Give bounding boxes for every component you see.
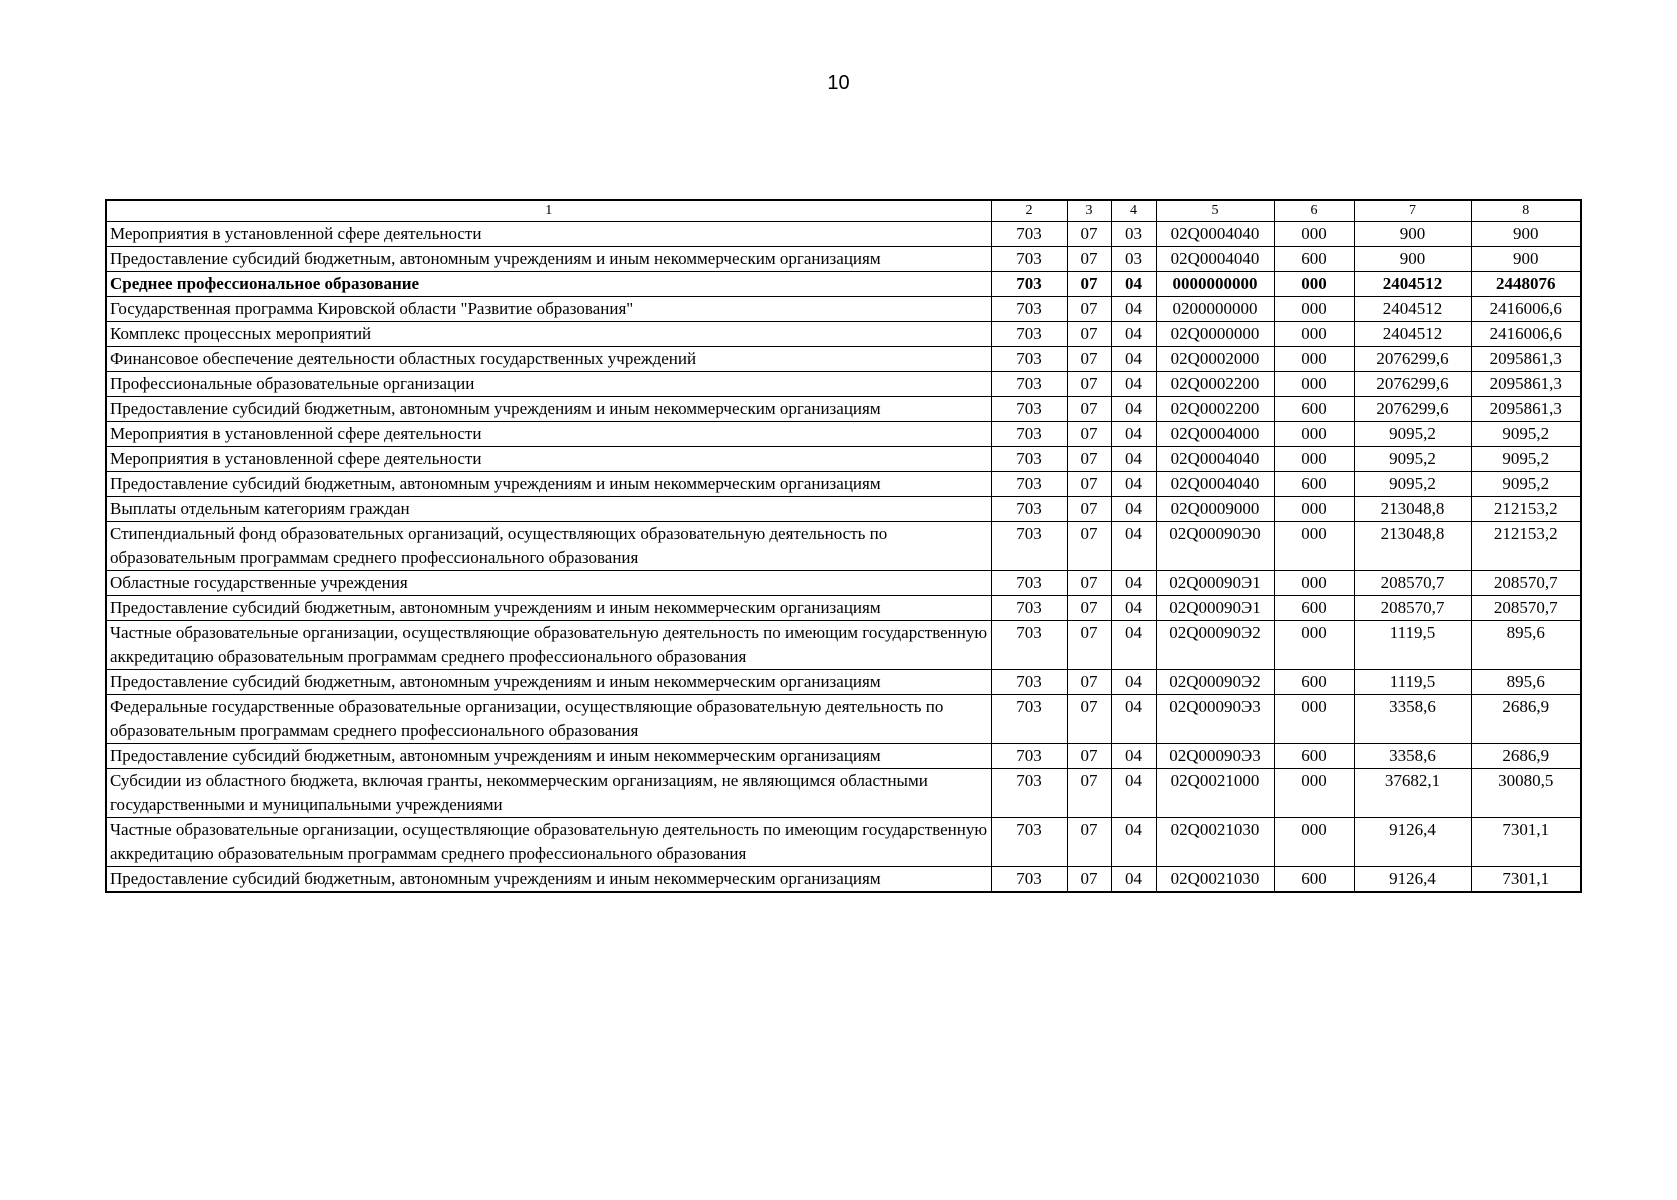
cell-col-5: 02Q0004040 [1156,247,1274,272]
cell-col-7: 9095,2 [1354,447,1471,472]
cell-row-name: Частные образовательные организации, осуществляющие образовательную деятельность по имеющим государственную аккредитацию образовательным программам среднего профессионального образования [106,818,991,867]
cell-col-5: 02Q00090Э2 [1156,621,1274,670]
cell-col-2: 703 [991,297,1067,322]
cell-row-name: Предоставление субсидий бюджетным, автономным учреждениям и иным некоммерческим организациям [106,247,991,272]
cell-col-8: 208570,7 [1471,596,1581,621]
table-row [106,397,1581,422]
cell-col-5: 02Q00090Э3 [1156,695,1274,744]
table-row [106,571,1581,596]
table-row [106,818,1581,867]
cell-col-5: 02Q0004040 [1156,472,1274,497]
cell-col-6: 000 [1274,347,1354,372]
header-cell: 3 [1067,200,1111,222]
cell-col-3: 07 [1067,272,1111,297]
cell-col-8: 7301,1 [1471,867,1581,893]
cell-col-2: 703 [991,422,1067,447]
cell-col-5: 02Q0002200 [1156,397,1274,422]
cell-col-7: 208570,7 [1354,571,1471,596]
cell-col-5: 02Q0000000 [1156,322,1274,347]
cell-col-5: 02Q00090Э0 [1156,522,1274,571]
cell-row-name: Субсидии из областного бюджета, включая гранты, некоммерческим организациям, не являющимся областными государственными и муниципальными учреждениями [106,769,991,818]
cell-col-3: 07 [1067,596,1111,621]
cell-col-3: 07 [1067,472,1111,497]
cell-row-name: Среднее профессиональное образование [106,272,991,297]
cell-row-name: Федеральные государственные образовательные организации, осуществляющие образовательную деятельность по образовательным программам среднего профессионального образования [106,695,991,744]
table-row [106,322,1581,347]
cell-col-5: 02Q0004000 [1156,422,1274,447]
cell-col-7: 9095,2 [1354,422,1471,447]
cell-col-6: 000 [1274,322,1354,347]
cell-col-7: 900 [1354,247,1471,272]
cell-col-3: 07 [1067,322,1111,347]
cell-col-4: 04 [1111,347,1156,372]
header-cell: 6 [1274,200,1354,222]
cell-row-name: Профессиональные образовательные организации [106,372,991,397]
cell-col-8: 2416006,6 [1471,322,1581,347]
cell-col-2: 703 [991,695,1067,744]
table-row [106,372,1581,397]
cell-row-name: Комплекс процессных мероприятий [106,322,991,347]
cell-col-4: 04 [1111,670,1156,695]
cell-col-3: 07 [1067,397,1111,422]
table-row [106,347,1581,372]
budget-table [105,199,1582,893]
cell-col-8: 9095,2 [1471,422,1581,447]
cell-col-3: 07 [1067,867,1111,893]
cell-col-8: 9095,2 [1471,472,1581,497]
table-row [106,447,1581,472]
cell-col-6: 600 [1274,472,1354,497]
cell-col-3: 07 [1067,522,1111,571]
cell-col-6: 000 [1274,297,1354,322]
cell-col-3: 07 [1067,571,1111,596]
table-row [106,522,1581,571]
cell-col-4: 04 [1111,818,1156,867]
table-row [106,769,1581,818]
cell-col-8: 2416006,6 [1471,297,1581,322]
cell-col-6: 600 [1274,744,1354,769]
cell-col-8: 2686,9 [1471,695,1581,744]
cell-col-4: 04 [1111,422,1156,447]
cell-col-4: 04 [1111,447,1156,472]
cell-col-2: 703 [991,744,1067,769]
cell-col-7: 37682,1 [1354,769,1471,818]
header-cell: 7 [1354,200,1471,222]
cell-col-5: 0200000000 [1156,297,1274,322]
cell-col-4: 04 [1111,322,1156,347]
header-cell: 2 [991,200,1067,222]
cell-col-7: 1119,5 [1354,670,1471,695]
cell-col-8: 208570,7 [1471,571,1581,596]
cell-col-5: 02Q00090Э1 [1156,571,1274,596]
cell-row-name: Предоставление субсидий бюджетным, автономным учреждениям и иным некоммерческим организациям [106,744,991,769]
table-row [106,867,1581,893]
cell-col-6: 000 [1274,818,1354,867]
cell-col-4: 04 [1111,695,1156,744]
cell-col-4: 04 [1111,571,1156,596]
cell-col-2: 703 [991,222,1067,247]
cell-col-4: 04 [1111,596,1156,621]
cell-col-3: 07 [1067,497,1111,522]
cell-col-7: 208570,7 [1354,596,1471,621]
cell-col-3: 07 [1067,297,1111,322]
cell-col-4: 04 [1111,621,1156,670]
cell-col-8: 7301,1 [1471,818,1581,867]
cell-col-3: 07 [1067,818,1111,867]
table-row [106,744,1581,769]
cell-col-6: 600 [1274,397,1354,422]
cell-col-7: 2076299,6 [1354,372,1471,397]
cell-col-5: 0000000000 [1156,272,1274,297]
table-row [106,422,1581,447]
cell-col-6: 000 [1274,695,1354,744]
table-row [106,497,1581,522]
header-cell: 4 [1111,200,1156,222]
table-row [106,272,1581,297]
cell-col-3: 07 [1067,670,1111,695]
cell-col-2: 703 [991,621,1067,670]
cell-col-6: 000 [1274,372,1354,397]
cell-col-5: 02Q0002000 [1156,347,1274,372]
cell-row-name: Выплаты отдельным категориям граждан [106,497,991,522]
cell-col-6: 000 [1274,571,1354,596]
cell-col-6: 000 [1274,222,1354,247]
cell-col-7: 1119,5 [1354,621,1471,670]
table-row [106,222,1581,247]
cell-col-2: 703 [991,522,1067,571]
cell-col-7: 2404512 [1354,322,1471,347]
cell-col-6: 600 [1274,670,1354,695]
table-row [106,621,1581,670]
cell-col-2: 703 [991,670,1067,695]
cell-col-6: 600 [1274,247,1354,272]
cell-col-5: 02Q00090Э3 [1156,744,1274,769]
cell-col-3: 07 [1067,247,1111,272]
cell-col-5: 02Q0021030 [1156,818,1274,867]
header-cell: 8 [1471,200,1581,222]
cell-col-8: 30080,5 [1471,769,1581,818]
cell-col-2: 703 [991,472,1067,497]
cell-col-2: 703 [991,372,1067,397]
cell-col-2: 703 [991,247,1067,272]
table-row [106,472,1581,497]
cell-col-8: 9095,2 [1471,447,1581,472]
cell-col-8: 2448076 [1471,272,1581,297]
header-cell: 5 [1156,200,1274,222]
cell-col-2: 703 [991,571,1067,596]
cell-col-4: 03 [1111,247,1156,272]
cell-col-4: 03 [1111,222,1156,247]
cell-col-8: 2686,9 [1471,744,1581,769]
cell-col-2: 703 [991,272,1067,297]
cell-col-3: 07 [1067,347,1111,372]
cell-col-4: 04 [1111,272,1156,297]
cell-col-7: 3358,6 [1354,744,1471,769]
cell-col-6: 600 [1274,596,1354,621]
cell-row-name: Предоставление субсидий бюджетным, автономным учреждениям и иным некоммерческим организациям [106,472,991,497]
cell-row-name: Предоставление субсидий бюджетным, автономным учреждениям и иным некоммерческим организациям [106,670,991,695]
cell-col-5: 02Q00090Э1 [1156,596,1274,621]
page-number: 10 [827,72,850,94]
cell-row-name: Частные образовательные организации, осуществляющие образовательную деятельность по имеющим государственную аккредитацию образовательным программам среднего профессионального образования [106,621,991,670]
cell-col-3: 07 [1067,621,1111,670]
cell-col-7: 9126,4 [1354,818,1471,867]
cell-col-4: 04 [1111,867,1156,893]
cell-col-8: 2095861,3 [1471,372,1581,397]
cell-col-4: 04 [1111,744,1156,769]
cell-col-4: 04 [1111,522,1156,571]
cell-col-8: 895,6 [1471,621,1581,670]
cell-col-2: 703 [991,397,1067,422]
cell-row-name: Финансовое обеспечение деятельности областных государственных учреждений [106,347,991,372]
cell-col-5: 02Q00090Э2 [1156,670,1274,695]
cell-col-6: 000 [1274,447,1354,472]
cell-col-2: 703 [991,497,1067,522]
cell-col-4: 04 [1111,297,1156,322]
cell-row-name: Мероприятия в установленной сфере деятельности [106,422,991,447]
cell-col-3: 07 [1067,222,1111,247]
cell-col-7: 900 [1354,222,1471,247]
cell-col-5: 02Q0004040 [1156,447,1274,472]
cell-col-8: 2095861,3 [1471,347,1581,372]
table-row [106,695,1581,744]
cell-row-name: Областные государственные учреждения [106,571,991,596]
table-row [106,247,1581,272]
cell-col-4: 04 [1111,769,1156,818]
cell-col-7: 3358,6 [1354,695,1471,744]
cell-col-7: 9126,4 [1354,867,1471,893]
cell-col-6: 000 [1274,621,1354,670]
cell-col-3: 07 [1067,447,1111,472]
cell-row-name: Мероприятия в установленной сфере деятельности [106,447,991,472]
cell-col-2: 703 [991,596,1067,621]
cell-col-6: 000 [1274,422,1354,447]
cell-col-3: 07 [1067,769,1111,818]
table-body [106,200,1581,892]
cell-col-8: 212153,2 [1471,497,1581,522]
cell-col-3: 07 [1067,372,1111,397]
cell-row-name: Стипендиальный фонд образовательных организаций, осуществляющих образовательную деятельность по образовательным программам среднего профессионального образования [106,522,991,571]
cell-col-4: 04 [1111,397,1156,422]
cell-col-7: 2404512 [1354,272,1471,297]
cell-col-8: 900 [1471,247,1581,272]
table-row [106,297,1581,322]
cell-col-6: 000 [1274,272,1354,297]
header-cell: 1 [106,200,991,222]
cell-col-6: 000 [1274,769,1354,818]
cell-row-name: Государственная программа Кировской области "Развитие образования" [106,297,991,322]
cell-col-3: 07 [1067,695,1111,744]
cell-col-8: 900 [1471,222,1581,247]
table-row [106,670,1581,695]
cell-col-3: 07 [1067,744,1111,769]
cell-col-4: 04 [1111,372,1156,397]
cell-col-2: 703 [991,769,1067,818]
table-header-row [106,200,1581,222]
cell-col-7: 213048,8 [1354,497,1471,522]
cell-col-5: 02Q0021030 [1156,867,1274,893]
cell-col-6: 000 [1274,522,1354,571]
cell-row-name: Мероприятия в установленной сфере деятельности [106,222,991,247]
cell-col-5: 02Q0009000 [1156,497,1274,522]
cell-col-7: 9095,2 [1354,472,1471,497]
cell-col-4: 04 [1111,472,1156,497]
cell-col-8: 895,6 [1471,670,1581,695]
cell-col-2: 703 [991,447,1067,472]
cell-col-2: 703 [991,867,1067,893]
cell-col-7: 2404512 [1354,297,1471,322]
cell-col-7: 2076299,6 [1354,397,1471,422]
cell-row-name: Предоставление субсидий бюджетным, автономным учреждениям и иным некоммерческим организациям [106,867,991,893]
cell-col-7: 2076299,6 [1354,347,1471,372]
cell-col-2: 703 [991,818,1067,867]
cell-col-5: 02Q0004040 [1156,222,1274,247]
cell-col-6: 000 [1274,497,1354,522]
cell-col-8: 212153,2 [1471,522,1581,571]
cell-col-3: 07 [1067,422,1111,447]
cell-col-6: 600 [1274,867,1354,893]
cell-col-7: 213048,8 [1354,522,1471,571]
cell-col-4: 04 [1111,497,1156,522]
cell-col-8: 2095861,3 [1471,397,1581,422]
cell-col-2: 703 [991,347,1067,372]
cell-col-5: 02Q0002200 [1156,372,1274,397]
cell-row-name: Предоставление субсидий бюджетным, автономным учреждениям и иным некоммерческим организациям [106,397,991,422]
table-row [106,596,1581,621]
cell-col-5: 02Q0021000 [1156,769,1274,818]
cell-col-2: 703 [991,322,1067,347]
cell-row-name: Предоставление субсидий бюджетным, автономным учреждениям и иным некоммерческим организациям [106,596,991,621]
